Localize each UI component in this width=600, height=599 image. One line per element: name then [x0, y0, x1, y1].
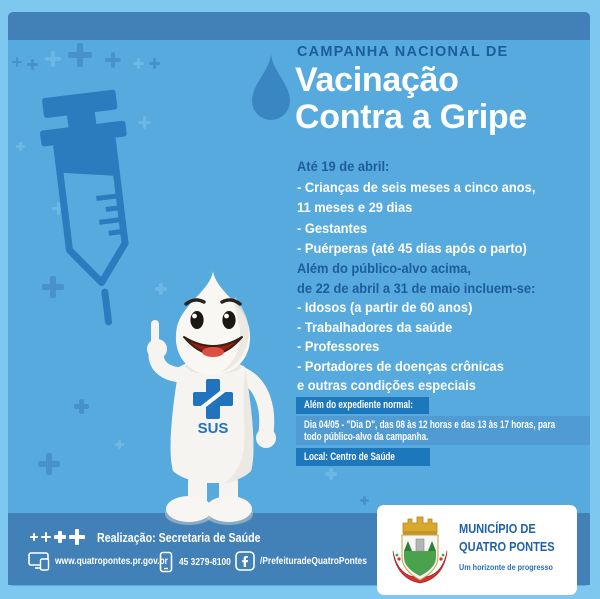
title-line-2: Contra a Gripe	[295, 98, 527, 136]
municipality-name-line-1: MUNICÍPIO DE	[459, 521, 536, 536]
schedule-line: - Portadores de doenças crônicas	[297, 357, 504, 374]
plus-icon	[149, 58, 160, 69]
mascot-foot	[166, 496, 212, 522]
schedule-line: e outras condições especiais	[297, 377, 476, 393]
plus-icon	[27, 59, 38, 70]
schedule-line: - Gestantes	[297, 219, 368, 236]
plus-icon	[133, 58, 144, 69]
water-drop-icon	[250, 52, 292, 122]
notice-location-box	[296, 448, 430, 466]
mascot-foot	[206, 496, 252, 522]
schedule-heading: Até 19 de abril:	[297, 158, 390, 174]
plus-icon	[16, 142, 25, 151]
schedule-line: 11 meses e 29 dias	[297, 199, 413, 215]
phone-item	[158, 551, 244, 573]
plus-icon	[69, 529, 85, 545]
realization-label: Realização: Secretaria de Saúde	[97, 529, 261, 545]
facebook-icon	[235, 551, 255, 571]
schedule-heading: Além do público-alvo acima,	[297, 260, 471, 276]
notice-location: Local: Centro de Saúde	[304, 451, 395, 463]
schedule-april-to-may	[297, 259, 556, 396]
plus-icon	[38, 453, 60, 475]
plus-icon	[45, 51, 61, 67]
website-label: www.quatropontes.pr.gov.br	[55, 555, 168, 567]
schedule-heading: de 22 de abril a 31 de maio incluem-se:	[297, 279, 536, 296]
contact-row	[28, 551, 373, 575]
top-band	[8, 12, 590, 40]
notice-label-box	[296, 397, 429, 414]
notice-detail-box	[296, 416, 590, 445]
plus-icon	[41, 532, 51, 542]
municipality-name-line-2: QUATRO PONTES	[459, 539, 555, 554]
plus-icon	[68, 43, 92, 67]
schedule-line: - Puérperas (até 45 dias após o parto)	[297, 240, 527, 256]
smartphone-icon	[158, 551, 174, 573]
schedule-line: - Trabalhadores da saúde	[297, 318, 453, 335]
sus-badge: SUS	[197, 420, 229, 437]
mascot-eye	[190, 311, 203, 329]
notice-label: Além do expediente normal:	[304, 399, 414, 411]
municipality-tagline: Um horizonte de progresso	[459, 562, 553, 572]
plus-icon	[138, 116, 151, 129]
plus-icon	[12, 57, 22, 67]
mascot-eye	[222, 311, 235, 329]
poster-title	[295, 62, 527, 136]
phone-label: 45 3279-8100	[179, 556, 231, 568]
municipal-coat-of-arms	[391, 513, 449, 585]
plus-icon	[325, 468, 337, 480]
schedule-until-april	[297, 156, 556, 259]
facebook-item	[235, 551, 394, 571]
facebook-label: /PrefeituradeQuatroPontes	[260, 555, 367, 567]
notice-detail-line: Dia 04/05 - "Dia D", das 08 às 12 horas e das 13 às 17 horas, para	[304, 418, 556, 431]
mascot-ze-gotinha	[85, 263, 280, 531]
plus-icon	[30, 533, 38, 541]
campaign-kicker: CAMPANHA NACIONAL DE	[297, 44, 509, 60]
schedule-line: - Crianças de seis meses a cinco anos,	[297, 178, 536, 195]
devices-icon	[28, 551, 50, 571]
plus-icon	[54, 531, 66, 543]
municipality-card	[377, 505, 577, 595]
schedule-line: - Professores	[297, 338, 380, 354]
plus-icon	[105, 52, 121, 68]
title-line-1: Vacinação	[295, 61, 459, 99]
plus-icon	[360, 496, 369, 505]
notice-detail-line: todo público-alvo da campanha.	[304, 430, 429, 443]
schedule-line: - Idosos (a partir de 60 anos)	[297, 299, 473, 315]
